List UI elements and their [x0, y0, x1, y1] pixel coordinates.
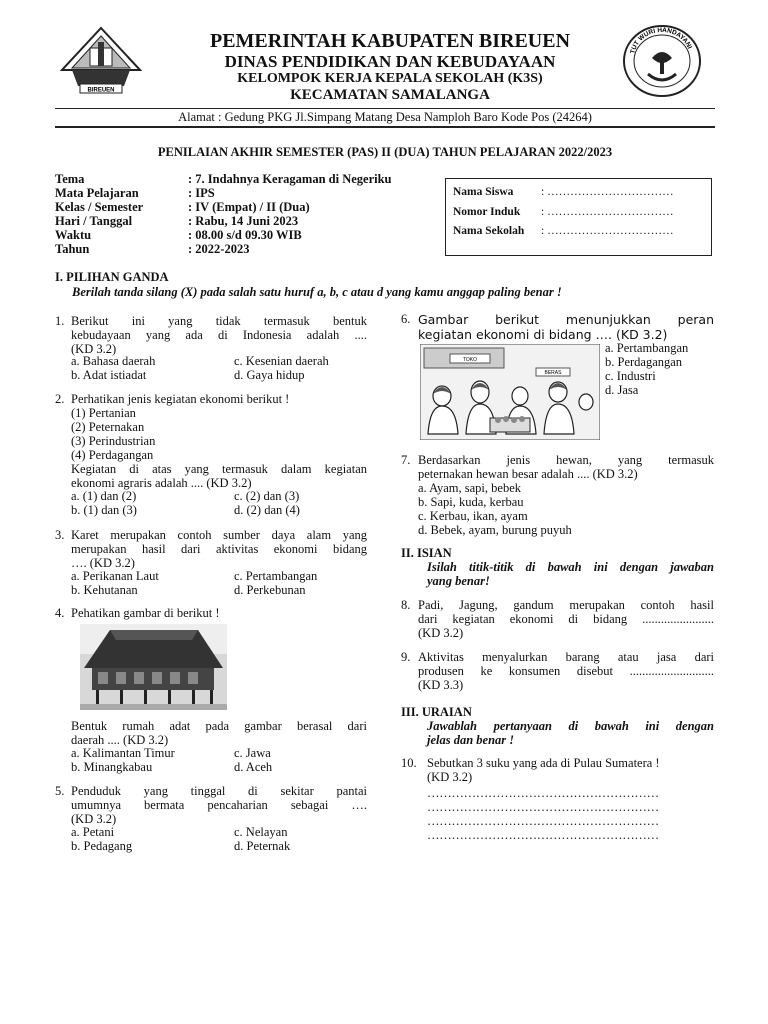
- meta-mapel: Mata Pelajaran : IPS: [55, 186, 215, 200]
- question-9: 9. Aktivitas menyalurkan barang atau jasa dari produsen ke konsumen disebut ........................... (KD 3.3): [401, 650, 714, 692]
- section-2-instruction: Isilah titik-titik di bawah ini dengan jawaban yang benar!: [427, 560, 714, 588]
- school-name-field[interactable]: Nama Sekolah : ……………………………: [453, 225, 674, 237]
- question-5: 5. Penduduk yang tinggal di sekitar pantai umumnya bermata pencaharian sebagai …. (KD 3.2): [55, 784, 367, 826]
- student-number-field[interactable]: Nomor Induk : ……………………………: [453, 206, 674, 218]
- q2-option-a[interactable]: a. (1) dan (2): [71, 489, 137, 503]
- question-1: 1. Berikut ini yang tidak termasuk bentuk kebudayaan yang ada di Indonesia adalah .... (KD 3.2): [55, 314, 367, 356]
- header-line-3: KELOMPOK KERJA KEPALA SEKOLAH (K3S): [237, 71, 543, 86]
- exam-title: PENILAIAN AKHIR SEMESTER (PAS) II (DUA) TAHUN PELAJARAN 2022/2023: [157, 145, 613, 159]
- q3-option-b[interactable]: b. Kehutanan: [71, 583, 138, 597]
- question-4: 4. Pehatikan gambar di berikut !: [55, 606, 220, 620]
- question-8: 8. Padi, Jagung, gandum merupakan contoh hasil dari kegiatan ekonomi di bidang ....................... (KD 3.2): [401, 598, 714, 640]
- q5-option-c[interactable]: c. Nelayan: [234, 825, 288, 839]
- question-6: 6. Gambar berikut menunjukkan peran kegiatan ekonomi di bidang …. (KD 3.2): [401, 312, 714, 342]
- q1-option-c[interactable]: c. Kesenian daerah: [234, 354, 329, 368]
- svg-text:BIREUEN: BIREUEN: [87, 87, 115, 94]
- header-rule-bottom: [55, 126, 715, 128]
- q3-option-d[interactable]: d. Perkebunan: [234, 583, 306, 597]
- q4-option-b[interactable]: b. Minangkabau: [71, 760, 153, 774]
- q2-option-b[interactable]: b. (1) dan (3): [71, 503, 137, 517]
- header-line-1: PEMERINTAH KABUPATEN BIREUEN: [209, 30, 571, 52]
- q4-option-a[interactable]: a. Kalimantan Timur: [71, 746, 175, 760]
- q6-option-c[interactable]: c. Industri: [605, 369, 656, 383]
- q1-option-d[interactable]: d. Gaya hidup: [234, 368, 305, 382]
- svg-text:TOKO: TOKO: [462, 357, 478, 363]
- meta-tahun: Tahun : 2022-2023: [55, 242, 250, 256]
- section-3-title: III. URAIAN: [401, 705, 472, 719]
- q1-option-a[interactable]: a. Bahasa daerah: [71, 354, 156, 368]
- question-10: 10. Sebutkan 3 suku yang ada di Pulau Sumatera ! (KD 3.2): [401, 756, 660, 784]
- q5-option-b[interactable]: b. Pedagang: [71, 839, 133, 853]
- section-1-title: I. PILIHAN GANDA: [55, 270, 169, 284]
- meta-tema: Tema : 7. Indahnya Keragaman di Negeriku: [55, 172, 392, 186]
- bireuen-logo: [60, 26, 142, 96]
- q4-option-d[interactable]: d. Aceh: [234, 760, 273, 774]
- question-3: 3. Karet merupakan contoh sumber daya alam yang merupakan hasil dari aktivitas ekonomi bidang …. (KD 3.2): [55, 528, 367, 570]
- meta-waktu: Waktu : 08.00 s/d 09.30 WIB: [55, 228, 302, 242]
- meta-hari: Hari / Tanggal : Rabu, 14 Juni 2023: [55, 214, 299, 228]
- section-3-instruction: Jawablah pertanyaan di bawah ini dengan jelas dan benar !: [427, 719, 714, 747]
- svg-text:TUT WURI HANDAYANI: TUT WURI HANDAYANI: [629, 26, 693, 55]
- section-2-title: II. ISIAN: [401, 546, 452, 560]
- q3-option-a[interactable]: a. Perikanan Laut: [71, 569, 159, 583]
- q7-option-c[interactable]: c. Kerbau, ikan, ayam: [418, 509, 528, 523]
- q5-option-a[interactable]: a. Petani: [71, 825, 115, 839]
- q6-option-d[interactable]: d. Jasa: [605, 383, 639, 397]
- q5-option-d[interactable]: d. Peternak: [234, 839, 291, 853]
- header-address: Alamat : Gedung PKG Jl.Simpang Matang Desa Namploh Baro Kode Pos (24264): [178, 110, 592, 124]
- q1-option-b[interactable]: b. Adat istiadat: [71, 368, 147, 382]
- meta-kelas: Kelas / Semester : IV (Empat) / II (Dua): [55, 200, 310, 214]
- q10-answer-lines[interactable]: ………………………………………………… ………………………………………………… ………………………………………………… …………………………………………………: [427, 786, 659, 842]
- rumah-adat-image: [80, 624, 227, 710]
- section-1-instruction: Berilah tanda silang (X) pada salah satu huruf a, b, c atau d yang kamu anggap paling benar !: [72, 285, 562, 299]
- q6-option-a[interactable]: a. Pertambangan: [605, 341, 689, 355]
- tut-wuri-handayani-logo: [622, 24, 702, 98]
- q6-option-b[interactable]: b. Perdagangan: [605, 355, 683, 369]
- header-rule-top: [55, 108, 715, 109]
- q4-option-c[interactable]: c. Jawa: [234, 746, 271, 760]
- question-7: 7. Berdasarkan jenis hewan, yang termasuk peternakan hewan besar adalah .... (KD 3.2): [401, 453, 714, 481]
- q7-option-d[interactable]: d. Bebek, ayam, burung puyuh: [418, 523, 572, 537]
- question-4-body: Bentuk rumah adat pada gambar berasal dari daerah .... (KD 3.2): [71, 719, 367, 747]
- q7-option-a[interactable]: a. Ayam, sapi, bebek: [418, 481, 521, 495]
- student-name-field[interactable]: Nama Siswa : ……………………………: [453, 186, 674, 198]
- question-2: 2. Perhatikan jenis kegiatan ekonomi berikut ! (1) Pertanian (2) Peternakan (3) Perindustrian (4) Perdagangan Kegiatan di atas yang termasuk dalam kegiatan ekonomi agraris adalah .... (KD 3.2): [55, 392, 367, 490]
- header-line-4: KECAMATAN SAMALANGA: [290, 87, 490, 103]
- q2-option-d[interactable]: d. (2) dan (4): [234, 503, 300, 517]
- q7-option-b[interactable]: b. Sapi, kuda, kerbau: [418, 495, 524, 509]
- q3-option-c[interactable]: c. Pertambangan: [234, 569, 318, 583]
- header-line-2: DINAS PENDIDIKAN DAN KEBUDAYAAN: [224, 52, 556, 71]
- svg-text:BERAS: BERAS: [544, 370, 562, 376]
- market-image: [420, 344, 600, 440]
- q2-option-c[interactable]: c. (2) dan (3): [234, 489, 300, 503]
